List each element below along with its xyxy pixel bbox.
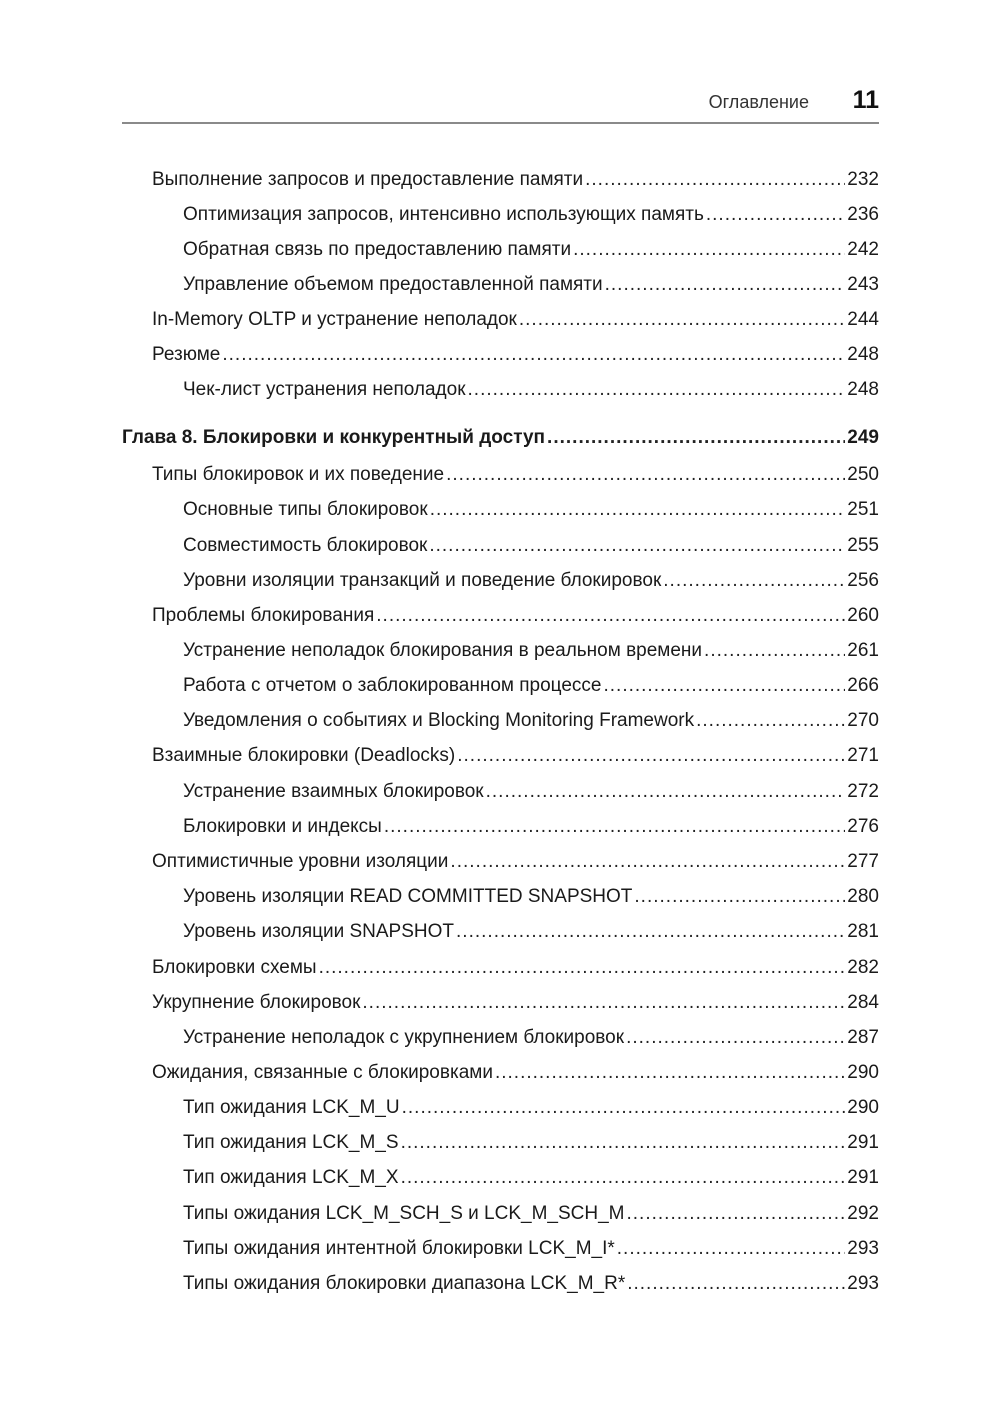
toc-entry[interactable]	[183, 498, 879, 522]
toc-entry[interactable]	[183, 534, 879, 558]
toc-leader-dots	[401, 1166, 846, 1190]
toc-entry-page: 249	[847, 427, 879, 448]
toc-leader-dots	[603, 674, 845, 698]
toc-entry-title: Ожидания, связанные с блокировками	[152, 1062, 493, 1083]
toc-entry-title: Типы ожидания LCK_M_SCH_S и LCK_M_SCH_M	[183, 1203, 625, 1224]
toc-entry[interactable]	[152, 1061, 879, 1085]
toc-entry[interactable]	[183, 920, 879, 944]
toc-leader-dots	[495, 1061, 845, 1085]
toc-entry[interactable]	[183, 709, 879, 733]
toc-entry-page: 291	[847, 1132, 879, 1153]
toc-leader-dots	[402, 1096, 846, 1120]
toc-entry-title: Работа с отчетом о заблокированном процессе	[183, 675, 602, 696]
toc-leader-dots	[706, 203, 845, 227]
toc-entry-title: Типы ожидания интентной блокировки LCK_M_I*	[183, 1238, 615, 1259]
toc-entry[interactable]	[183, 1202, 879, 1226]
toc-leader-dots	[446, 463, 845, 487]
page-number: 11	[852, 86, 879, 114]
toc-entry[interactable]	[183, 238, 879, 262]
toc-leader-dots	[585, 168, 845, 192]
toc-chapter-entry[interactable]	[122, 426, 879, 450]
toc-leader-dots	[627, 1202, 846, 1226]
toc-leader-dots	[429, 534, 845, 558]
toc-entry-title: Чек-лист устранения неполадок	[183, 379, 466, 400]
toc-leader-dots	[486, 780, 846, 804]
toc-entry[interactable]	[183, 1096, 879, 1120]
toc-entry-title: Типы блокировок и их поведение	[152, 464, 445, 485]
toc-leader-dots	[627, 1272, 845, 1296]
toc-leader-dots	[617, 1237, 846, 1261]
toc-entry[interactable]	[183, 569, 879, 593]
toc-entry-title: Основные типы блокировок	[183, 499, 428, 520]
toc-leader-dots	[704, 639, 845, 663]
toc-entry-page: 250	[847, 464, 879, 485]
toc-entry-page: 284	[847, 992, 879, 1013]
toc-entry-page: 266	[847, 675, 879, 696]
toc-entry-title: Устранение неполадок с укрупнением блокировок	[183, 1027, 625, 1048]
toc-leader-dots	[362, 991, 845, 1015]
page-header	[122, 84, 879, 124]
toc-entry-title: In-Memory OLTP и устранение неполадок	[152, 309, 517, 330]
toc-leader-dots	[573, 238, 845, 262]
toc-entry[interactable]	[183, 1131, 879, 1155]
toc-entry[interactable]	[183, 273, 879, 297]
toc-entry-page: 287	[847, 1027, 879, 1048]
toc-entry[interactable]	[183, 203, 879, 227]
toc-entry-title: Блокировки и индексы	[183, 816, 382, 837]
toc-entry-title: Уровень изоляции READ COMMITTED SNAPSHOT	[183, 886, 633, 907]
toc-entry-title: Устранение взаимных блокировок	[183, 781, 484, 802]
toc-entry-title: Тип ожидания LCK_M_U	[183, 1097, 400, 1118]
toc-entry[interactable]	[183, 639, 879, 663]
toc-entry-title: Резюме	[152, 344, 221, 365]
toc-entry-page: 256	[847, 570, 879, 591]
toc-entry-title: Блокировки схемы	[152, 957, 317, 978]
toc-entry[interactable]	[183, 378, 879, 402]
toc-entry[interactable]	[183, 780, 879, 804]
toc-entry-title: Глава 8. Блокировки и конкурентный доступ	[122, 427, 546, 448]
toc-entry-title: Типы ожидания блокировки диапазона LCK_M_R*	[183, 1273, 626, 1294]
toc-entry-page: 292	[847, 1203, 879, 1224]
toc-entry-page: 272	[847, 781, 879, 802]
toc-entry-title: Совместимость блокировок	[183, 535, 428, 556]
toc-entry-title: Тип ожидания LCK_M_X	[183, 1167, 399, 1188]
toc-entry-title: Выполнение запросов и предоставление памяти	[152, 169, 584, 190]
toc-entry-title: Проблемы блокирования	[152, 605, 375, 626]
toc-entry-title: Управление объемом предоставленной памяти	[183, 274, 603, 295]
toc-entry-page: 270	[847, 710, 879, 731]
running-header-title: Оглавление	[708, 92, 809, 112]
toc-entry[interactable]	[152, 850, 879, 874]
toc-leader-dots	[222, 343, 845, 367]
toc-entry[interactable]	[152, 308, 879, 332]
toc-entry[interactable]	[152, 991, 879, 1015]
toc-entry-page: 293	[847, 1273, 879, 1294]
toc-entry-page: 290	[847, 1062, 879, 1083]
toc-leader-dots	[376, 604, 845, 628]
toc-leader-dots	[319, 956, 846, 980]
toc-entry[interactable]	[152, 744, 879, 768]
toc-entry[interactable]	[183, 1026, 879, 1050]
toc-entry[interactable]	[152, 343, 879, 367]
toc-leader-dots	[430, 498, 846, 522]
toc-entry-title: Оптимизация запросов, интенсивно использующих память	[183, 204, 704, 225]
toc-entry[interactable]	[152, 463, 879, 487]
toc-entry-page: 248	[847, 379, 879, 400]
toc-entry-page: 255	[847, 535, 879, 556]
toc-entry-page: 290	[847, 1097, 879, 1118]
toc-entry-title: Укрупнение блокировок	[152, 992, 361, 1013]
toc-entry-title: Уровень изоляции SNAPSHOT	[183, 921, 455, 942]
toc-leader-dots	[457, 744, 845, 768]
toc-entry-page: 261	[847, 640, 879, 661]
toc-entry-page: 280	[847, 886, 879, 907]
toc-entry-page: 260	[847, 605, 879, 626]
toc-leader-dots	[384, 815, 845, 839]
toc-entry[interactable]	[152, 604, 879, 628]
toc-entry-page: 271	[847, 745, 879, 766]
toc-entry-title: Взаимные блокировки (Deadlocks)	[152, 745, 456, 766]
toc-entry-title: Уровни изоляции транзакций и поведение блокировок	[183, 570, 662, 591]
toc-entry-page: 236	[847, 204, 879, 225]
toc-entry-page: 293	[847, 1238, 879, 1259]
toc-entry-page: 243	[847, 274, 879, 295]
toc-entry-title: Обратная связь по предоставлению памяти	[183, 239, 572, 260]
toc-entry[interactable]	[183, 885, 879, 909]
toc-leader-dots	[626, 1026, 845, 1050]
toc-entry[interactable]	[183, 674, 879, 698]
toc-leader-dots	[401, 1131, 846, 1155]
toc-entry-page: 251	[847, 499, 879, 520]
toc-entry[interactable]	[183, 815, 879, 839]
toc-leader-dots	[450, 850, 845, 874]
toc-entry-page: 232	[847, 169, 879, 190]
toc-leader-dots	[663, 569, 845, 593]
toc-leader-dots	[456, 920, 845, 944]
toc-entry-title: Оптимистичные уровни изоляции	[152, 851, 449, 872]
toc-leader-dots	[605, 273, 846, 297]
toc-entry[interactable]	[152, 168, 879, 192]
toc-entry-page: 281	[847, 921, 879, 942]
toc-entry-page: 276	[847, 816, 879, 837]
toc-entry[interactable]	[152, 956, 879, 980]
toc-leader-dots	[634, 885, 845, 909]
toc-entry-page: 291	[847, 1167, 879, 1188]
toc-entry-title: Устранение неполадок блокирования в реальном времени	[183, 640, 703, 661]
toc-entry[interactable]	[183, 1272, 879, 1296]
toc-entry-page: 242	[847, 239, 879, 260]
toc-entry-title: Уведомления о событиях и Blocking Monitoring Framework	[183, 710, 695, 731]
toc-entry-page: 277	[847, 851, 879, 872]
toc-entry-title: Тип ожидания LCK_M_S	[183, 1132, 399, 1153]
toc-entry-page: 248	[847, 344, 879, 365]
toc-leader-dots	[696, 709, 845, 733]
toc-leader-dots	[468, 378, 846, 402]
toc-entry-page: 244	[847, 309, 879, 330]
toc-entry[interactable]	[183, 1166, 879, 1190]
toc-entry[interactable]	[183, 1237, 879, 1261]
toc-leader-dots	[519, 308, 845, 332]
toc-leader-dots	[547, 426, 845, 450]
toc-entry-page: 282	[847, 957, 879, 978]
